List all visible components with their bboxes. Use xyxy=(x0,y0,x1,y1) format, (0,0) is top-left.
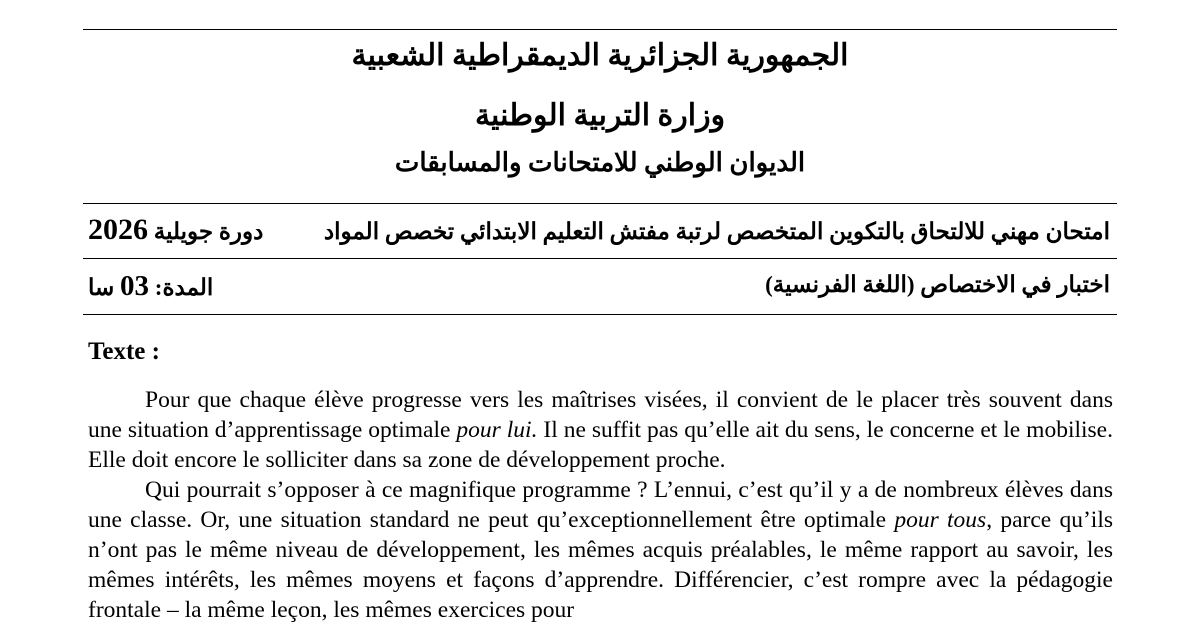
exam-subject: اختبار في الاختصاص (اللغة الفرنسية) xyxy=(765,272,1110,297)
exam-subject-row xyxy=(88,266,1118,310)
duration-label: المدة: xyxy=(154,275,214,300)
header-rule xyxy=(83,203,1117,204)
exam-session xyxy=(88,213,263,247)
ministry-heading: وزارة التربية الوطنية xyxy=(474,99,726,132)
bottom-rule xyxy=(83,314,1117,315)
text-heading: Texte : xyxy=(88,338,160,365)
exam-title-row xyxy=(88,211,1118,255)
paragraph-1-part-a: Pour que chaque élève progresse vers les maîtrises visées, il convient de le placer très souvent dans une situation d’apprentissage optimale xyxy=(88,387,1113,443)
session-year: 2026 xyxy=(88,213,148,246)
paragraph-1 xyxy=(88,385,1113,475)
duration-unit: سا xyxy=(88,275,115,300)
paragraph-2-part-a: Qui pourrait s’opposer à ce magnifique programme ? L’ennui, c’est qu’il y a de nombreux élèves dans une classe. Or, une situation standard ne peut qu’exceptionnellement être optimale xyxy=(88,477,1113,533)
republic-heading: الجمهورية الجزائرية الديمقراطية الشعبية xyxy=(351,39,849,72)
duration-value: 03 xyxy=(120,270,150,302)
paragraph-2-emphasis: pour tous xyxy=(894,507,987,533)
paragraph-1-part-b: Il ne suffit pas qu’elle ait du sens, le concerne et le mobilise. Elle doit encore le solliciter dans sa zone de développement proche. xyxy=(88,417,1113,473)
exam-duration xyxy=(88,270,213,303)
paragraph-1-emphasis: pour lui. xyxy=(456,417,538,443)
exam-title: امتحان مهني للالتحاق بالتكوين المتخصص لرتبة مفتش التعليم الابتدائي تخصص المواد xyxy=(323,219,1110,244)
top-rule xyxy=(83,29,1117,30)
paragraph-2 xyxy=(88,475,1113,625)
office-heading: الديوان الوطني للامتحانات والمسابقات xyxy=(394,148,806,177)
session-label: دورة جويلية xyxy=(153,219,264,244)
row-separator xyxy=(83,258,1117,259)
paragraph-2-part-b: , parce qu’ils n’ont pas le même niveau de développement, les mêmes acquis préalables, le même rapport au savoir, les mêmes intérêts, les mêmes moyens et façons d’apprendre. Différencier, c’est rompre avec la pédagogie frontale – la même leçon, les mêmes exercices pour xyxy=(88,507,1113,623)
text-body xyxy=(88,385,1113,625)
